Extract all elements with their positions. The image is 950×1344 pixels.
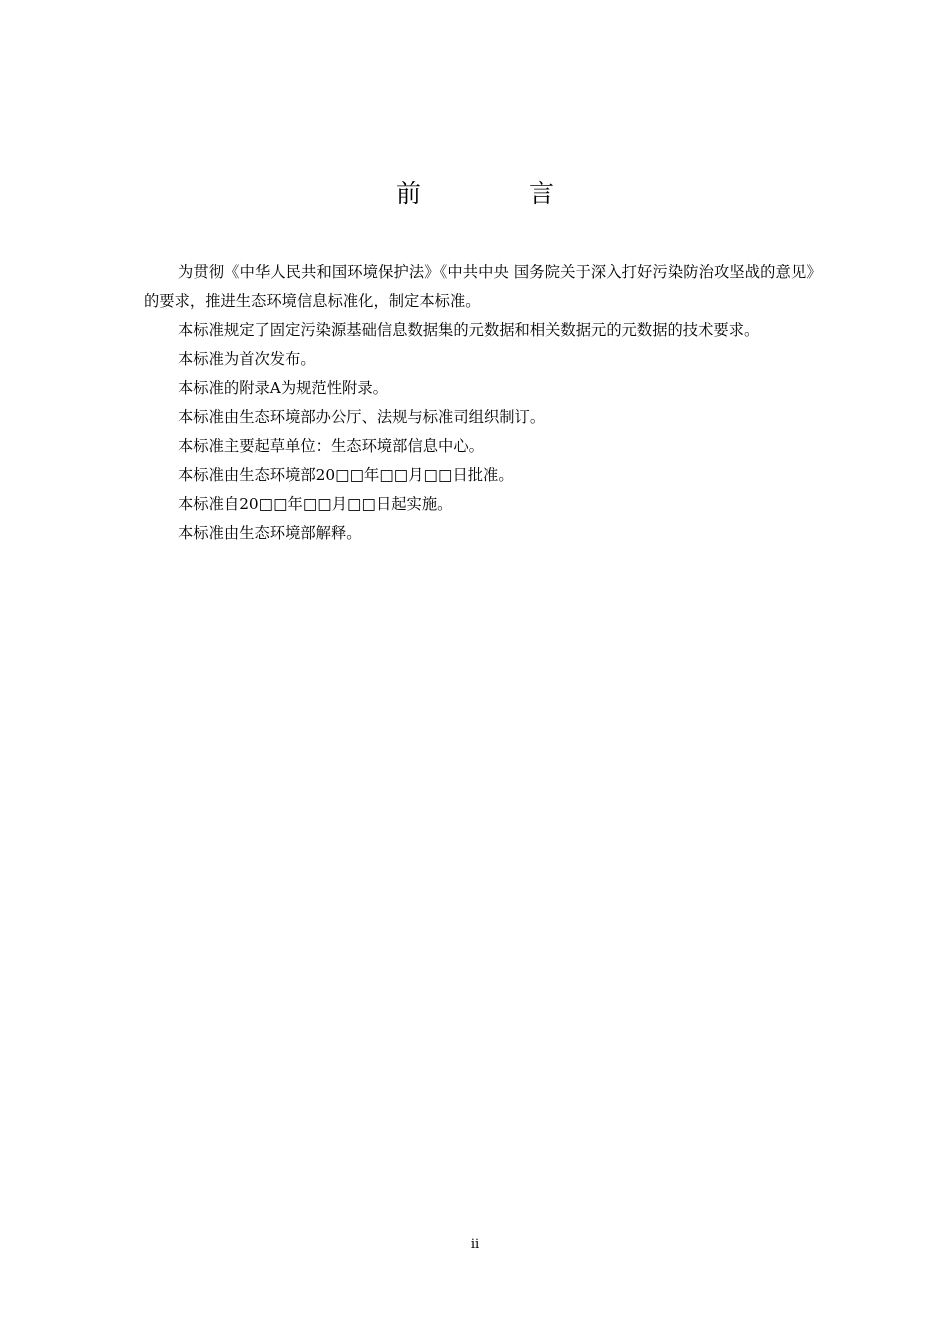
paragraph-scope: 本标准规定了固定污染源基础信息数据集的元数据和相关数据元的元数据的技术要求。: [178, 321, 760, 339]
paragraph-first-release: 本标准为首次发布。: [178, 350, 316, 368]
paragraph-purpose: 为贯彻《中华人民共和国环境保护法》《中共中央 国务院关于深入打好污染防治攻坚战的意见》的要求，推进生态环境信息标准化，制定本标准。: [144, 263, 814, 310]
paragraph-appendix: 本标准的附录A为规范性附录。: [178, 379, 388, 397]
paragraph-drafting-unit: 本标准主要起草单位：生态环境部信息中心。: [178, 437, 484, 455]
page-number: ii: [470, 1237, 480, 1252]
paragraph-interpretation: 本标准由生态环境部解释。: [178, 524, 362, 542]
paragraph-implementation-date: 本标准自20□□年□□月□□日起实施。: [178, 495, 453, 513]
page-title: 前 言: [396, 179, 604, 208]
foreword-body: [144, 258, 814, 548]
paragraph-approval-date: 本标准由生态环境部20□□年□□月□□日批准。: [178, 466, 514, 484]
paragraph-organizer: 本标准由生态环境部办公厅、法规与标准司组织制订。: [178, 408, 546, 426]
